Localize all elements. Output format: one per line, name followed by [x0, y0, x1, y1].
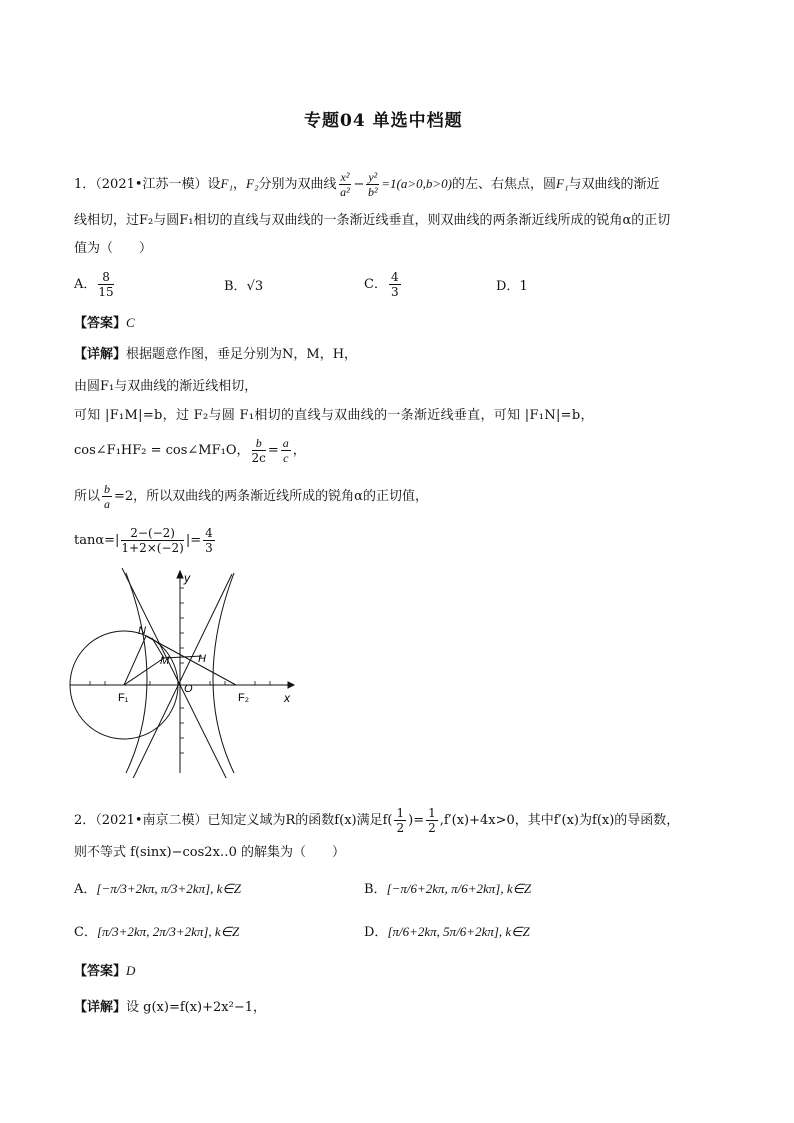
- label-n: N: [138, 625, 146, 637]
- label-x: x: [284, 691, 290, 705]
- q1-option-a: A． $\frac{8}{15}$: [74, 270, 114, 299]
- q1-detail-4: cos∠F₁HF₂ = cos∠MF₁O， $\frac{b}{2c}$ = $\frac{a}{c}$ ，: [74, 436, 306, 465]
- label-m: M: [160, 655, 170, 667]
- asymptote-2: [126, 574, 232, 778]
- label-f1: F₁: [118, 692, 129, 704]
- q1-text3: 与双曲线的渐近: [568, 177, 660, 192]
- q1-option-d: D．1: [496, 279, 528, 294]
- q2-line2: 则不等式 f(sinx)−cos2x‥0 的解集为（ ）: [74, 845, 345, 860]
- q1-detail-1: 【详解】根据题意作图，垂足分别为N，M，H，: [74, 347, 358, 362]
- label-y: y: [184, 571, 190, 585]
- x-arrow: [288, 682, 294, 688]
- frac-x2a2: $\frac{\text{x²}}{\text{a²}}$: [340, 170, 350, 199]
- q1-source: 1．（2021•江苏一模）设: [74, 177, 221, 192]
- q2-option-d: D．[π/6+2kπ, 5π/6+2kπ], k∈Z: [364, 924, 530, 940]
- frac-y2b2: $\frac{\text{y²}}{\text{b²}}$: [368, 170, 378, 199]
- q2-line1: 2．（2021•南京二模）已知定义域为R的函数f(x)满足f( $\frac{1}{2}$ )= $\frac{1}{2}$ ,f′(x)+4x>0，其中f′(x)为f(x)的导函数，: [74, 806, 680, 835]
- q1-detail-5: 所以 $\frac{b}{a}$ =2，所以双曲线的两条渐近线所成的锐角α的正切值，: [74, 482, 428, 511]
- eq-rest: =1(a>0,b>0): [381, 176, 453, 191]
- q1-option-c: C． $\frac{4}{3}$: [364, 270, 399, 299]
- q2-option-b: B．[−π/6+2kπ, π/6+2kπ], k∈Z: [364, 881, 532, 897]
- q1-answer: 【答案】C: [74, 315, 135, 331]
- q2-answer: 【答案】D: [74, 963, 136, 979]
- label-o: O: [184, 683, 193, 695]
- q1-detail-3: 可知 |F₁M|=b，过 F₂与圆 F₁相切的直线与双曲线的一条渐近线垂直，可知 |F₁N|=b，: [74, 408, 594, 423]
- q1-line3: 值为（ ）: [74, 241, 153, 256]
- hyperbola-figure: [60, 568, 310, 778]
- q1-line1: 1．（2021•江苏一模）设F₁，F₂分别为双曲线 $\frac{\text{x²}}{\text{a²}}$ − $\frac{\text{y²}}{\text{b²}}$ =1(a>0,b>0)的左、右焦点，圆F₁与双曲线的渐近: [74, 170, 660, 199]
- q2-detail-1: 【详解】设 g(x)=f(x)+2x²−1，: [74, 1000, 266, 1015]
- q1-detail-6: tanα=| $\frac{2-(-2)}{1+2\times(-2)}$ |= $\frac{4}{3}$: [74, 526, 213, 555]
- comma: ，: [233, 177, 247, 192]
- var-f2: F₂: [246, 176, 259, 191]
- label-h: H: [198, 653, 206, 665]
- var-f1: F₁: [220, 176, 233, 191]
- q2-option-c: C．[π/3+2kπ, 2π/3+2kπ], k∈Z: [74, 924, 240, 940]
- hyperbola-right-branch: [213, 573, 234, 773]
- q1-text: 分别为双曲线: [258, 177, 337, 192]
- q1-detail-2: 由圆F₁与双曲线的渐近线相切，: [74, 379, 258, 394]
- var-f1b: F₁: [556, 176, 569, 191]
- q1-option-b: B．√3: [224, 279, 264, 294]
- q1-line2: 线相切，过F₂与圆F₁相切的直线与双曲线的一条渐近线垂直，则双曲线的两条渐近线所成的锐角α的正切: [74, 213, 671, 228]
- label-f2: F₂: [238, 692, 249, 704]
- page-title: 专题04 单选中档题: [304, 111, 463, 131]
- q1-text2: 的左、右焦点，圆: [452, 177, 557, 192]
- y-arrow: [177, 571, 183, 578]
- q2-option-a: A．[−π/3+2kπ, π/3+2kπ], k∈Z: [74, 881, 241, 897]
